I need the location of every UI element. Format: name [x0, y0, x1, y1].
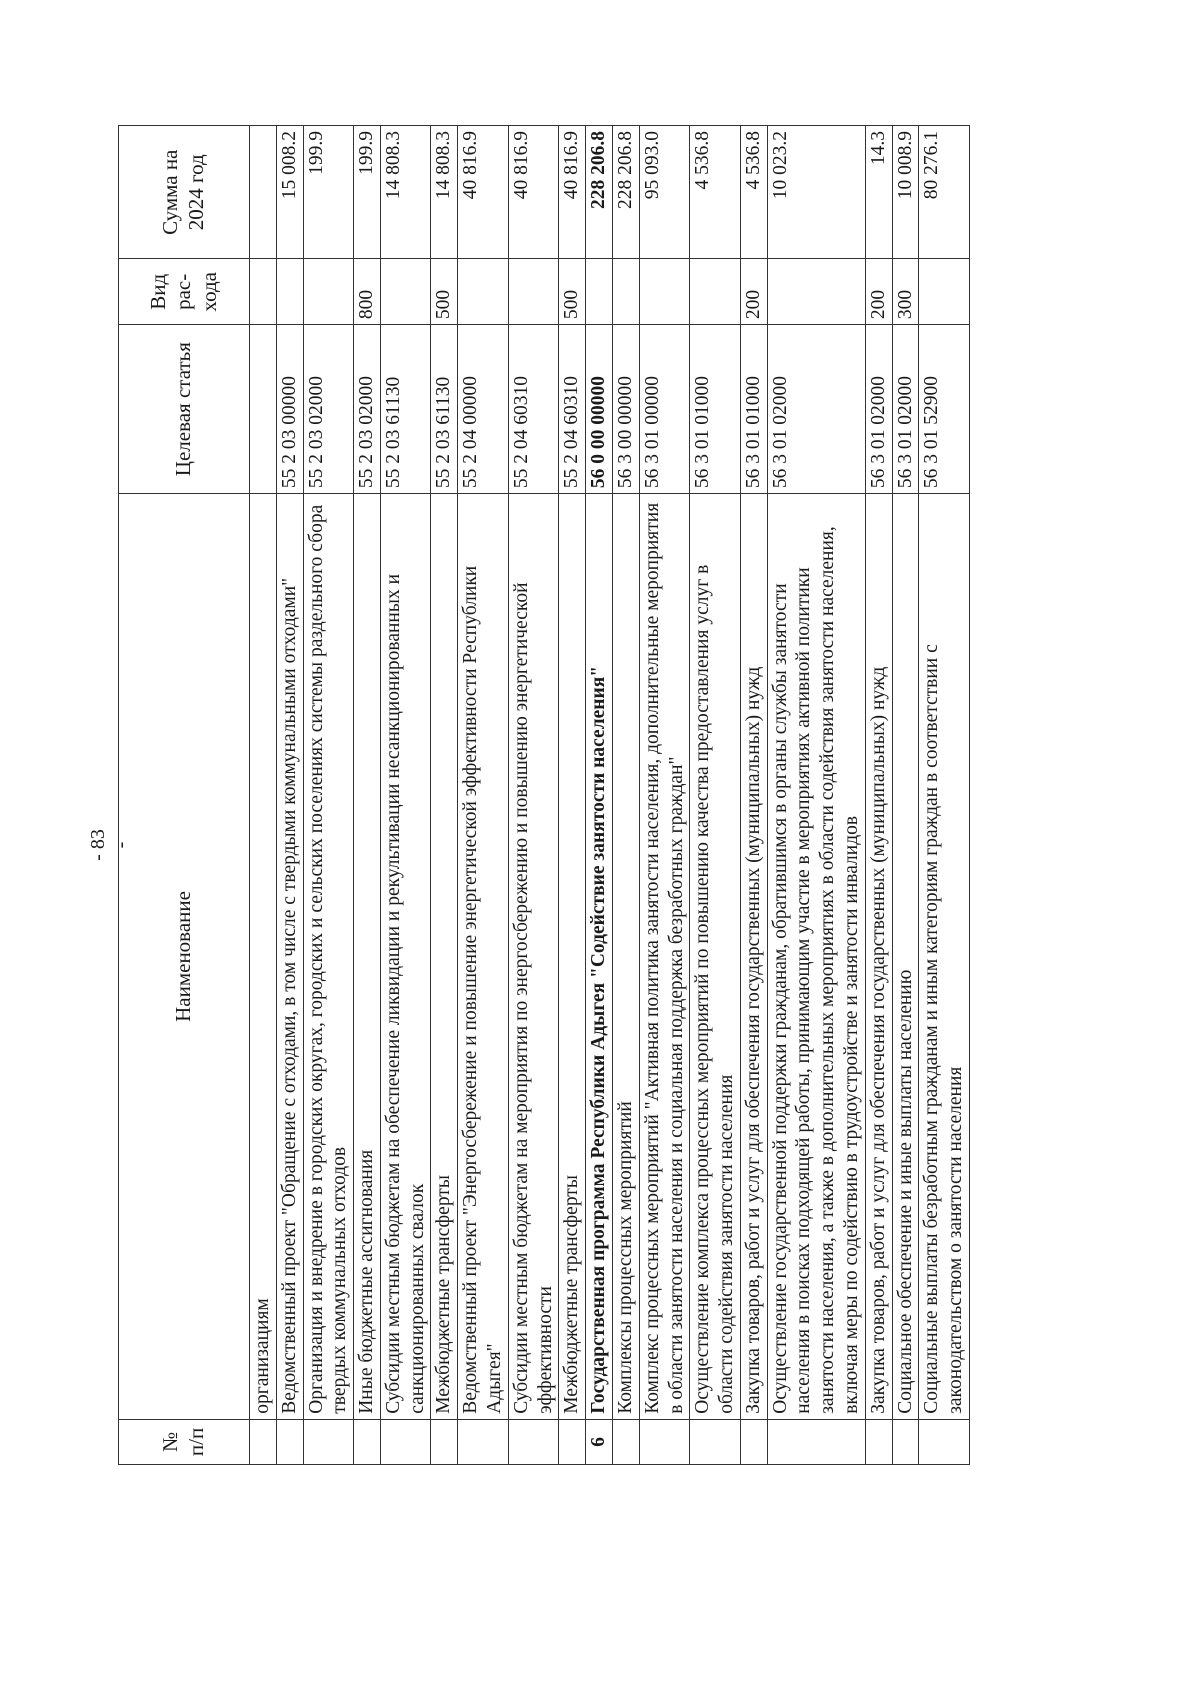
cell-name: Комплексы процессных мероприятий [612, 494, 639, 1420]
cell-name: Закупка товаров, работ и услуг для обеспечения государственных (муниципальных) нужд [740, 494, 767, 1420]
cell-num [740, 1419, 767, 1464]
cell-num [767, 1419, 865, 1464]
table-row [586, 126, 613, 1465]
cell-code: 56 3 01 01000 [740, 325, 767, 494]
cell-num [354, 1419, 381, 1464]
cell-num [612, 1419, 639, 1464]
cell-type [767, 259, 865, 325]
cell-num [431, 1419, 458, 1464]
cell-num [508, 1419, 559, 1464]
cell-num [303, 1419, 354, 1464]
table-row [639, 126, 690, 1465]
cell-code: 55 2 03 61130 [380, 325, 431, 494]
table-row [303, 126, 354, 1465]
cell-code: 56 3 00 00000 [612, 325, 639, 494]
cell-name: Субсидии местным бюджетам на мероприятия по энергосбережению и повышению энергетической эффективности [508, 494, 559, 1420]
cell-name: Ведомственный проект "Обращение с отходами, в том числе с твердыми коммунальными отходами" [276, 494, 303, 1420]
cell-code [250, 325, 277, 494]
table-row [380, 126, 431, 1465]
cell-num [380, 1419, 431, 1464]
rotated-table-wrapper [118, 125, 1200, 1465]
cell-name: Межбюджетные трансферты [559, 494, 586, 1420]
cell-num [639, 1419, 690, 1464]
cell-sum: 228 206.8 [612, 126, 639, 259]
cell-code: 55 2 04 60310 [559, 325, 586, 494]
table-row [458, 126, 509, 1465]
cell-code: 55 2 03 02000 [303, 325, 354, 494]
cell-name: Социальное обеспечение и иные выплаты населению [892, 494, 919, 1420]
table-row [559, 126, 586, 1465]
cell-sum: 80 276.1 [919, 126, 970, 259]
header-sum: Сумма на 2024 год [119, 126, 250, 259]
cell-num [690, 1419, 741, 1464]
cell-name: Закупка товаров, работ и услуг для обеспечения государственных (муниципальных) нужд [865, 494, 892, 1420]
table-row [250, 126, 277, 1465]
cell-name: организациям [250, 494, 277, 1420]
cell-name: Организация и внедрение в городских округах, городских и сельских поселениях системы раздельного сбора твердых коммунальных отходов [303, 494, 354, 1420]
cell-sum: 14 808.3 [431, 126, 458, 259]
cell-sum: 228 206.8 [586, 126, 613, 259]
header-name: Наименование [119, 494, 250, 1420]
cell-type [919, 259, 970, 325]
cell-code: 56 3 01 52900 [919, 325, 970, 494]
page-number: - 83 - [87, 829, 132, 861]
cell-sum: 14 808.3 [380, 126, 431, 259]
table-row [919, 126, 970, 1465]
cell-sum: 10 008.9 [892, 126, 919, 259]
cell-code: 56 3 01 02000 [767, 325, 865, 494]
table-row [892, 126, 919, 1465]
table-body [250, 126, 970, 1465]
table-row [690, 126, 741, 1465]
table-row [612, 126, 639, 1465]
header-type: Вид рас-хода [119, 259, 250, 325]
header-code: Целевая статья [119, 325, 250, 494]
cell-code: 55 2 03 61130 [431, 325, 458, 494]
cell-type [458, 259, 509, 325]
cell-name: Ведомственный проект "Энергосбережение и повышение энергетической эффективности Республики Адыгея" [458, 494, 509, 1420]
cell-type: 800 [354, 259, 381, 325]
table-row [508, 126, 559, 1465]
header-num: № п/п [119, 1419, 250, 1464]
cell-name: Социальные выплаты безработным гражданам и иным категориям граждан в соответствии с законодательством о занятости населения [919, 494, 970, 1420]
cell-code: 55 2 04 60310 [508, 325, 559, 494]
cell-type [380, 259, 431, 325]
cell-type [586, 259, 613, 325]
cell-type [303, 259, 354, 325]
cell-num: 6 [586, 1419, 613, 1464]
cell-sum: 14.3 [865, 126, 892, 259]
cell-type [508, 259, 559, 325]
cell-type [250, 259, 277, 325]
cell-num [892, 1419, 919, 1464]
cell-type [612, 259, 639, 325]
cell-name: Межбюджетные трансферты [431, 494, 458, 1420]
cell-name: Осуществление государственной поддержки гражданам, обратившимся в органы службы занятости населения в поисках подходящей работы, принимающим участие в мероприятиях активной политики занятости населения, а также в дополнительных мероприятиях в области содействия занятости населения, включая меры по содействию в трудоустройстве и занятости инвалидов [767, 494, 865, 1420]
cell-sum: 15 008.2 [276, 126, 303, 259]
cell-sum: 95 093.0 [639, 126, 690, 259]
cell-name: Субсидии местным бюджетам на обеспечение ликвидации и рекультивации несанкционированных и санкционированных свалок [380, 494, 431, 1420]
table-row [276, 126, 303, 1465]
table-row [767, 126, 865, 1465]
cell-num [276, 1419, 303, 1464]
cell-code: 56 3 01 02000 [865, 325, 892, 494]
cell-sum [250, 126, 277, 259]
cell-type: 500 [559, 259, 586, 325]
cell-num [865, 1419, 892, 1464]
cell-name: Иные бюджетные ассигнования [354, 494, 381, 1420]
cell-type [276, 259, 303, 325]
cell-name: Комплекс процессных мероприятий "Активная политика занятости населения, дополнительные мероприятия в области занятости населения и социальная поддержка безработных граждан" [639, 494, 690, 1420]
cell-name: Государственная программа Республики Адыгея "Содействие занятости населения" [586, 494, 613, 1420]
cell-sum: 10 023.2 [767, 126, 865, 259]
budget-table [118, 125, 970, 1465]
cell-sum: 40 816.9 [508, 126, 559, 259]
table-row [865, 126, 892, 1465]
cell-num [919, 1419, 970, 1464]
cell-sum: 40 816.9 [458, 126, 509, 259]
cell-num [559, 1419, 586, 1464]
table-header-row [119, 126, 250, 1465]
cell-type: 200 [865, 259, 892, 325]
table-row [431, 126, 458, 1465]
cell-num [250, 1419, 277, 1464]
cell-sum: 40 816.9 [559, 126, 586, 259]
cell-type [690, 259, 741, 325]
cell-sum: 199.9 [354, 126, 381, 259]
table-row [740, 126, 767, 1465]
cell-sum: 4 536.8 [690, 126, 741, 259]
cell-code: 55 2 03 00000 [276, 325, 303, 494]
cell-sum: 199.9 [303, 126, 354, 259]
cell-type: 500 [431, 259, 458, 325]
cell-code: 55 2 03 02000 [354, 325, 381, 494]
cell-type: 200 [740, 259, 767, 325]
cell-code: 56 3 01 01000 [690, 325, 741, 494]
cell-code: 56 0 00 00000 [586, 325, 613, 494]
cell-code: 55 2 04 00000 [458, 325, 509, 494]
table-row [354, 126, 381, 1465]
cell-code: 56 3 01 00000 [639, 325, 690, 494]
cell-num [458, 1419, 509, 1464]
cell-name: Осуществление комплекса процессных мероприятий по повышению качества предоставления услуг в области содействия занятости населения [690, 494, 741, 1420]
cell-type: 300 [892, 259, 919, 325]
cell-sum: 4 536.8 [740, 126, 767, 259]
cell-code: 56 3 01 02000 [892, 325, 919, 494]
cell-type [639, 259, 690, 325]
